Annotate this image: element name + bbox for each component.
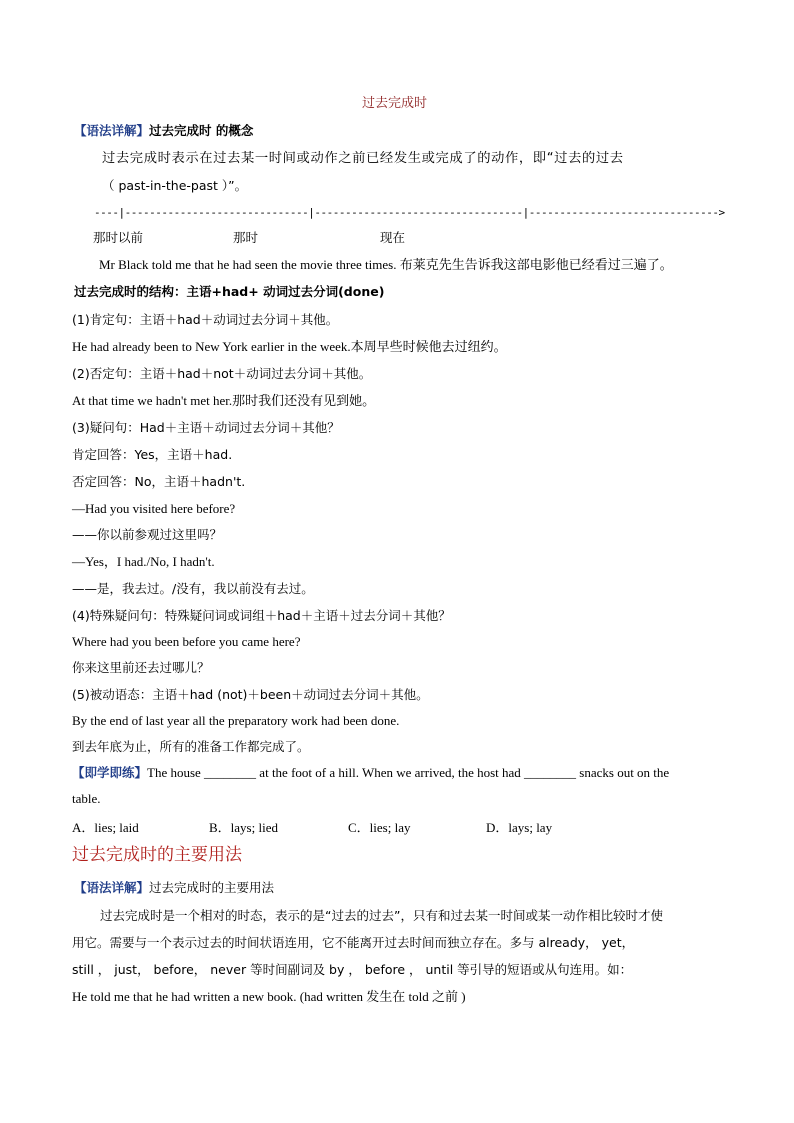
usage-paragraph-line-1: 过去完成时是一个相对的时态，表示的是“过去的过去”，只有和过去某一时间或某一动作相比较时才使 xyxy=(100,908,663,923)
affirmative-rule: (1)肯定句：主语＋had＋动词过去分词＋其他。 xyxy=(72,312,339,327)
negative-answer: 否定回答：No，主语＋hadn't. xyxy=(72,474,246,489)
special-question-example-cn: 你来这里前还去过哪儿？ xyxy=(72,660,210,675)
dialogue-answer-cn: ——是，我去过。/没有，我以前没有去过。 xyxy=(72,581,314,596)
negative-example: At that time we hadn't met her.那时我们还没有见到她。 xyxy=(72,393,376,408)
option-d: D．lays; lay xyxy=(486,820,553,835)
special-question-example-en: Where had you been before you came here? xyxy=(72,634,301,649)
concept-line-2: （ past-in-the-past ）”。 xyxy=(102,178,248,193)
grammar-tag-2: 【语法详解】 xyxy=(74,880,150,895)
option-c: C．lies; lay xyxy=(348,820,411,835)
usage-example: He told me that he had written a new book. (had written 发生在 told 之前 ) xyxy=(72,989,466,1004)
section-heading-concept xyxy=(74,123,253,139)
timeline-arrow: ----|------------------------------|----------------------------------|-------------------------------> xyxy=(94,206,725,219)
passive-example-cn: 到去年底为止，所有的准备工作都完成了。 xyxy=(72,739,310,754)
practice-tag: 【即学即练】 xyxy=(72,765,148,780)
usage-subheading-text: 过去完成时的主要用法 xyxy=(149,880,275,895)
usage-paragraph-line-2: 用它。需要与一个表示过去的时间状语连用，它不能离开过去时间而独立存在。多与 already， yet， xyxy=(72,935,635,950)
dialogue-answer-en: —Yes，I had./No, I hadn't. xyxy=(72,554,215,569)
dialogue-question-en: —Had you visited here before? xyxy=(72,501,236,516)
section-heading-usage: 过去完成时的主要用法 xyxy=(72,845,242,865)
page-title: 过去完成时 xyxy=(362,96,428,111)
concept-line-1: 过去完成时表示在过去某一时间或动作之前已经发生或完成了的动作，即“过去的过去 xyxy=(102,151,624,166)
practice-question xyxy=(72,765,669,781)
special-question-rule: (4)特殊疑问句：特殊疑问词或词组＋had＋主语＋过去分词＋其他？ xyxy=(72,608,451,623)
negative-rule: (2)否定句：主语＋had＋not＋动词过去分词＋其他。 xyxy=(72,366,372,381)
affirmative-example: He had already been to New York earlier in the week.本周早些时候他去过纽约。 xyxy=(72,339,507,354)
passive-rule: (5)被动语态：主语＋had (not)＋been＋动词过去分词＋其他。 xyxy=(72,687,429,702)
example-sentence: Mr Black told me that he had seen the movie three times. 布莱克先生告诉我这部电影他已经看过三遍了。 xyxy=(99,257,673,272)
timeline-label-before: 那时以前 xyxy=(93,230,144,245)
option-a: A．lies; laid xyxy=(72,820,139,835)
option-b: B．lays; lied xyxy=(209,820,278,835)
timeline-label-now: 现在 xyxy=(380,230,406,245)
question-rule: (3)疑问句：Had＋主语＋动词过去分词＋其他？ xyxy=(72,420,340,435)
practice-line-2: table. xyxy=(72,791,101,806)
usage-subheading xyxy=(74,880,274,896)
grammar-tag: 【语法详解】 xyxy=(74,123,150,138)
concept-heading: 过去完成时 的概念 xyxy=(149,123,254,138)
practice-line-1: The house ________ at the foot of a hill. When we arrived, the host had ________ snacks out on the xyxy=(147,765,670,780)
usage-paragraph-line-3: still ， just， before， never 等时间副词及 by ， before ， until 等引导的短语或从句连用。如： xyxy=(72,962,633,977)
passive-example-en: By the end of last year all the preparatory work had been done. xyxy=(72,713,400,728)
positive-answer: 肯定回答：Yes，主语＋had. xyxy=(72,447,233,462)
dialogue-question-cn: ——你以前参观过这里吗？ xyxy=(72,527,223,542)
structure-heading: 过去完成时的结构：主语+had+ 动词过去分词(done) xyxy=(74,284,385,299)
timeline-label-then: 那时 xyxy=(233,230,259,245)
